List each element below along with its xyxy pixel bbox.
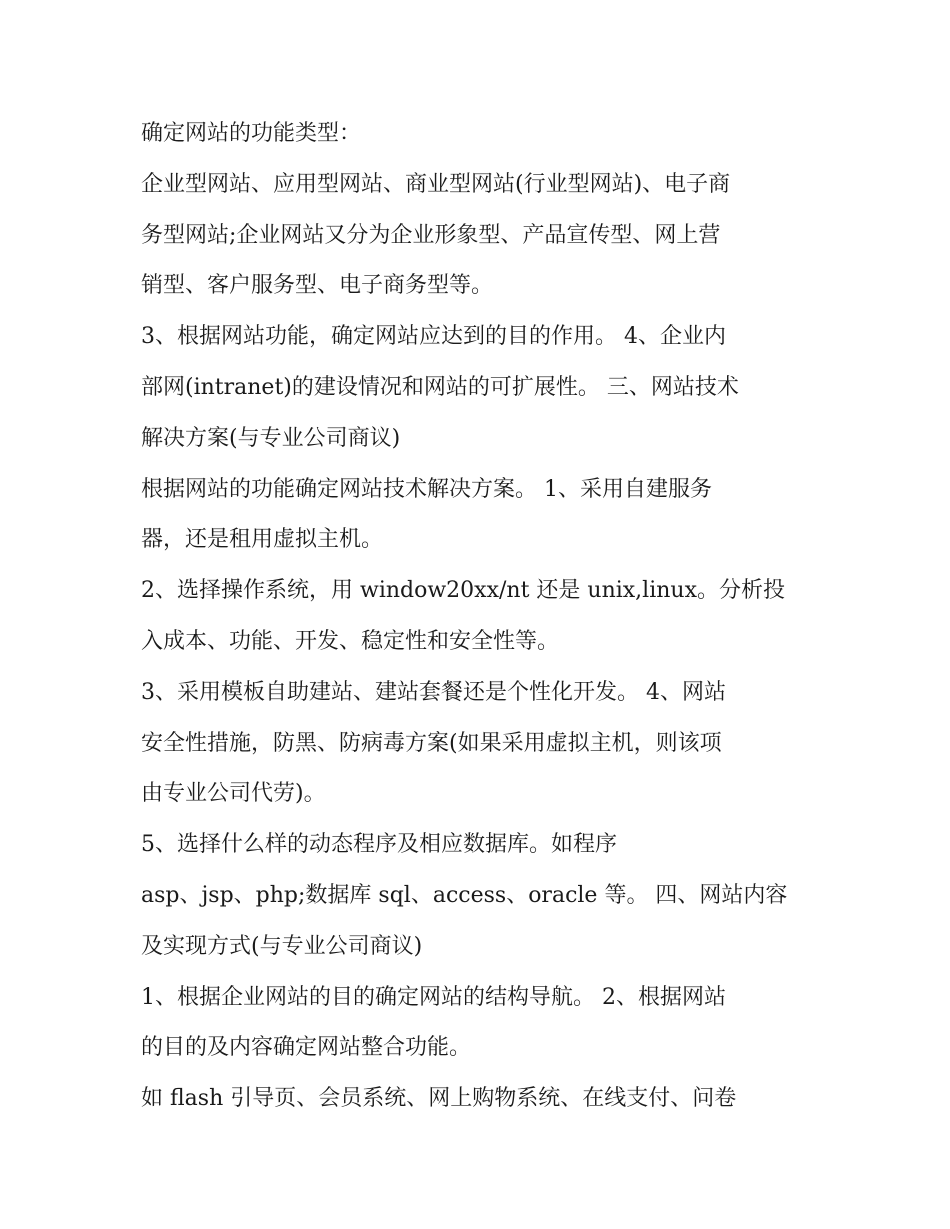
text-line: 根据网站的功能确定网站技术解决方案。 1、采用自建服务	[141, 476, 712, 502]
text-line: 2、选择操作系统，用 window20xx/nt 还是 unix,linux。分析投	[141, 578, 785, 604]
text-line: 安全性措施，防黑、防病毒方案(如果采用虚拟主机，则该项	[141, 730, 722, 756]
text-line: asp、jsp、php;数据库 sql、access、oracle 等。 四、网站内容	[141, 882, 788, 908]
text-line: 及实现方式(与专业公司商议)	[141, 933, 423, 959]
text-line: 确定网站的功能类型：	[141, 121, 362, 146]
text-line: 3、采用模板自助建站、建站套餐还是个性化开发。 4、网站	[141, 679, 726, 705]
text-line: 企业型网站、应用型网站、商业型网站(行业型网站)、电子商	[141, 171, 731, 197]
document-body	[141, 109, 821, 1125]
text-line: 由专业公司代劳)。	[141, 781, 326, 807]
text-line: 务型网站;企业网站又分为企业形象型、产品宣传型、网上营	[141, 222, 721, 248]
text-line: 5、选择什么样的动态程序及相应数据库。如程序	[141, 832, 617, 858]
text-line: 的目的及内容确定网站整合功能。	[141, 1035, 472, 1061]
text-line: 如 flash 引导页、会员系统、网上购物系统、在线支付、问卷	[141, 1086, 737, 1112]
text-line: 销型、客户服务型、电子商务型等。	[141, 273, 494, 299]
text-line: 部网(intranet)的建设情况和网站的可扩展性。 三、网站技术	[141, 374, 739, 400]
text-line: 1、根据企业网站的目的确定网站的结构导航。 2、根据网站	[141, 984, 726, 1010]
text-line: 器，还是租用虚拟主机。	[141, 527, 384, 553]
text-line: 3、根据网站功能，确定网站应达到的目的作用。 4、企业内	[141, 324, 726, 350]
text-line: 解决方案(与专业公司商议)	[141, 425, 401, 451]
text-line: 入成本、功能、开发、稳定性和安全性等。	[141, 628, 560, 654]
